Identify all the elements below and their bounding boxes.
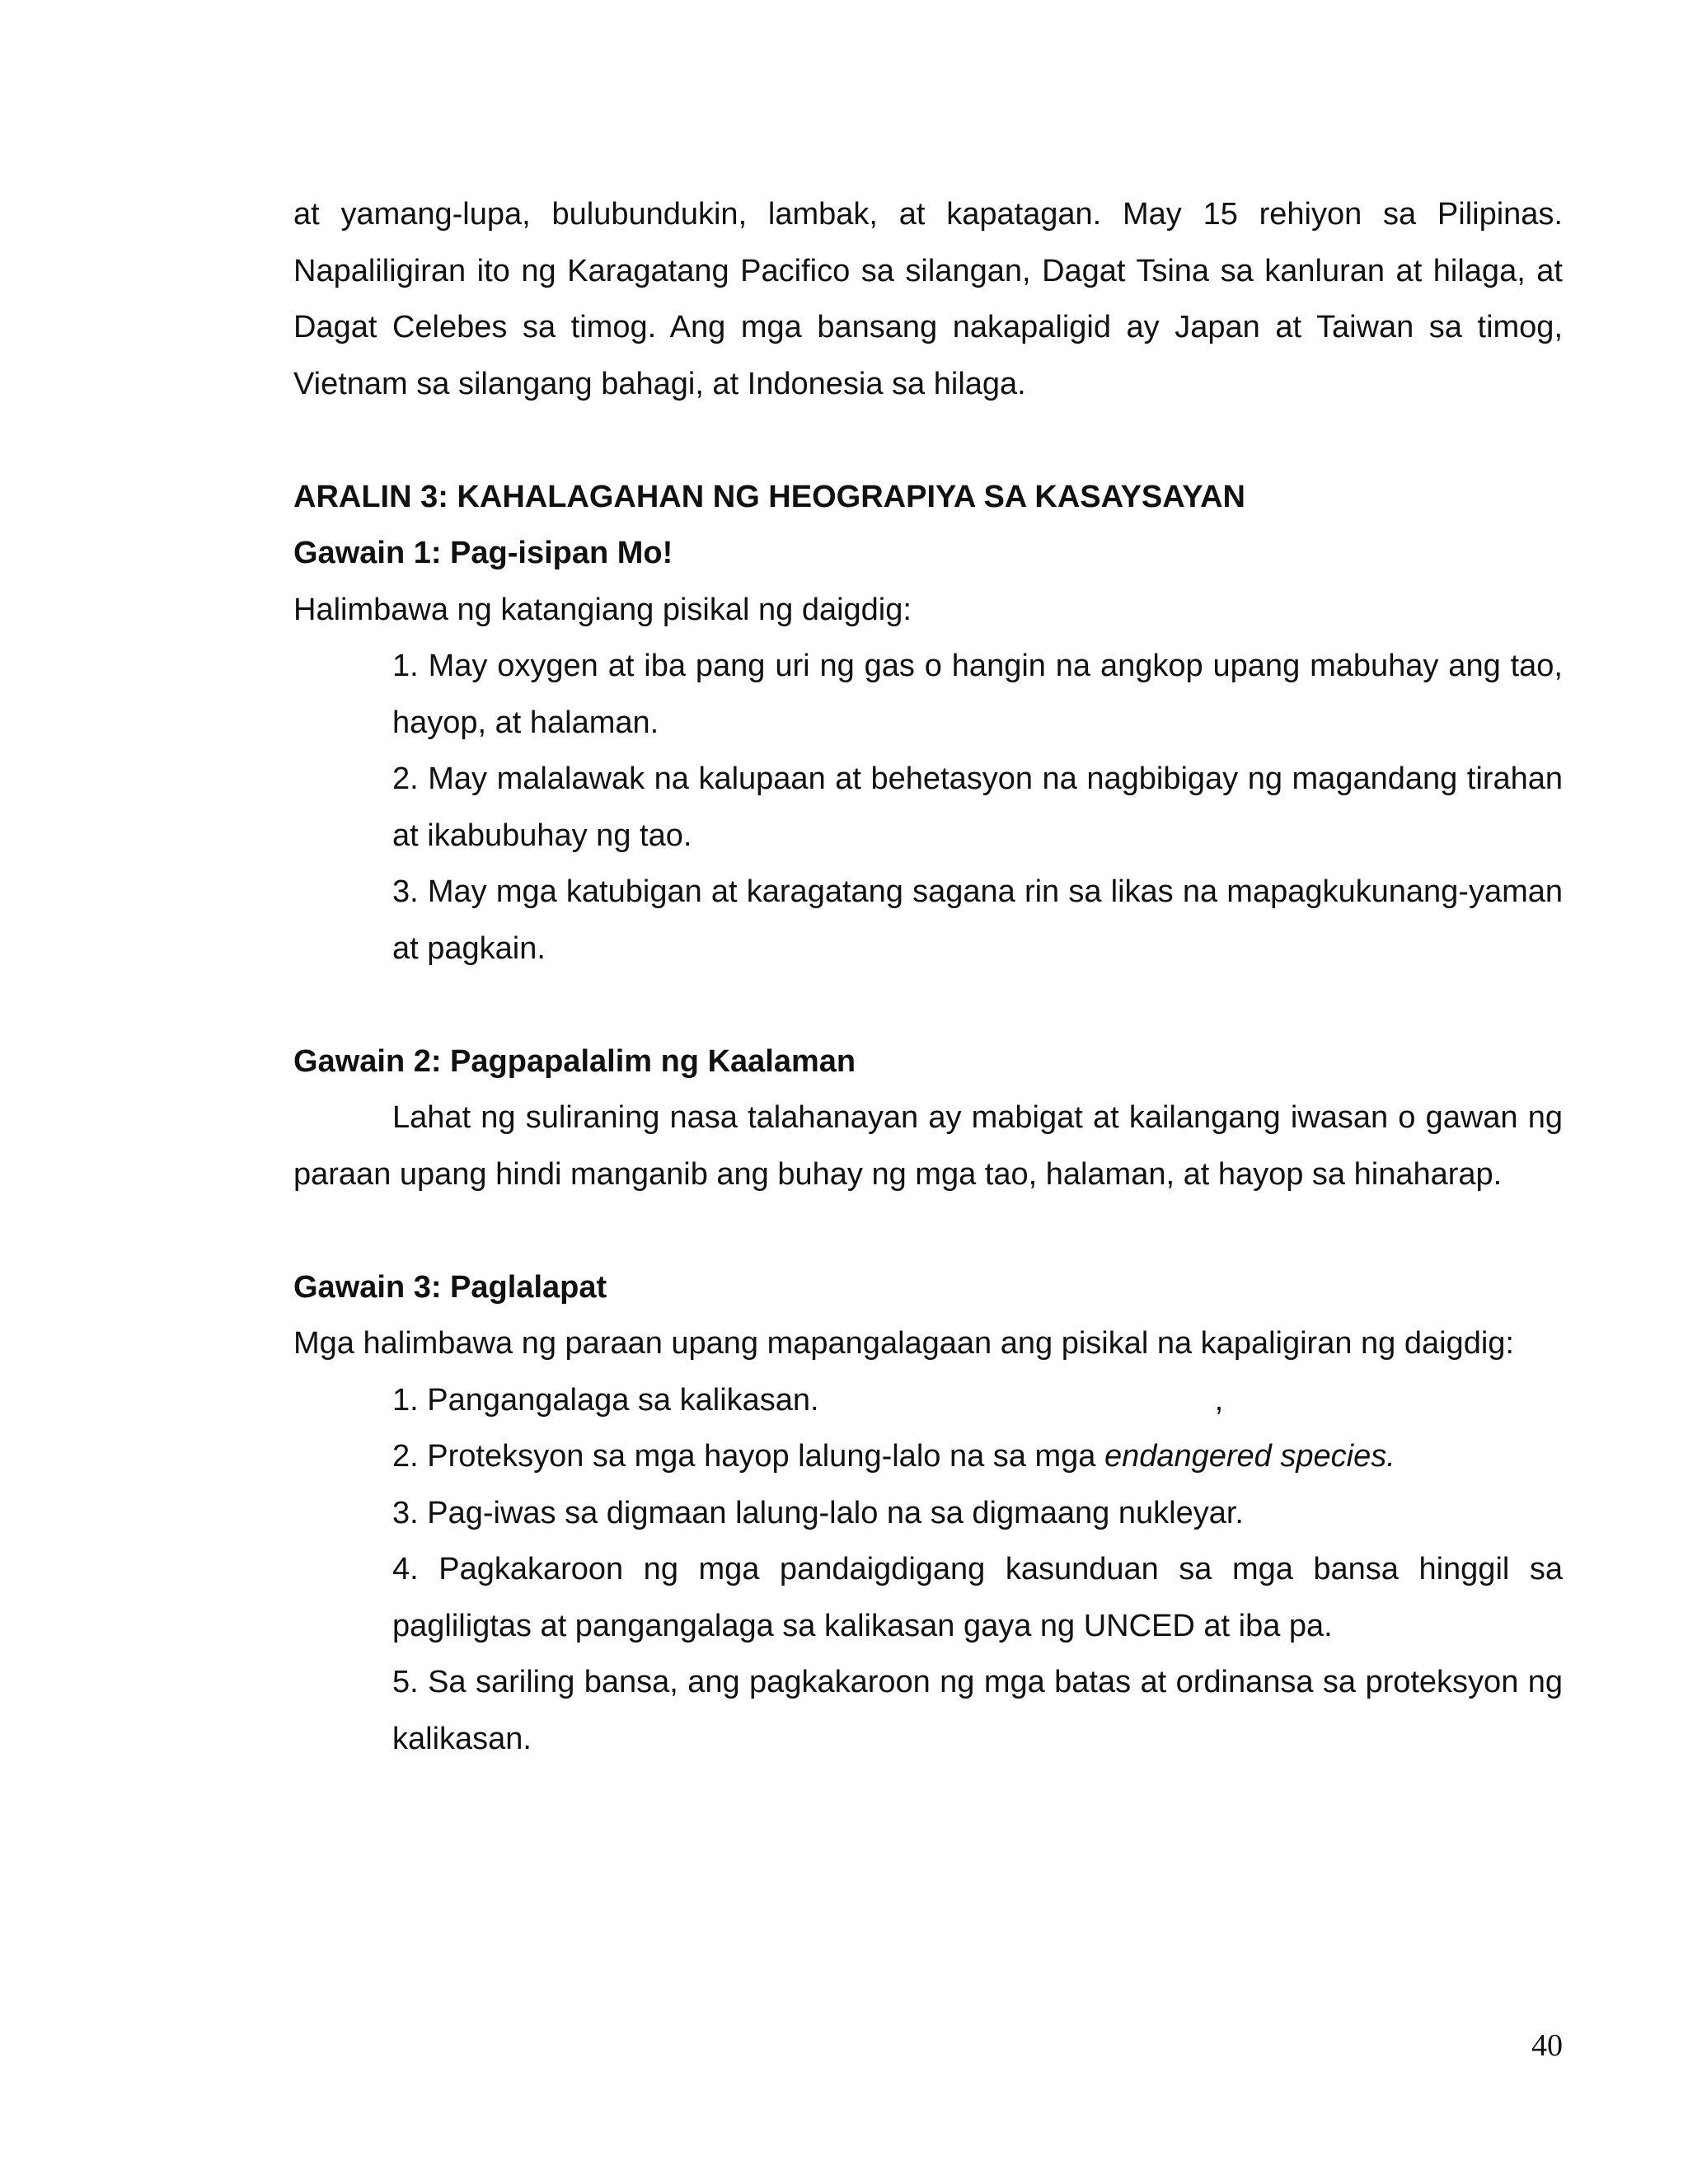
spacer [293,1202,1563,1259]
list-item-text: 2. Proteksyon sa mga hayop lalung-lalo na sa mga [392,1439,1104,1474]
list-item: 1. May oxygen at iba pang uri ng gas o hangin na angkop upang mabuhay ang tao, hayop, at halaman. [392,649,1563,740]
gawain1-title: Gawain 1: Pag-isipan Mo! [293,536,673,570]
spacer [293,977,1563,1033]
gawain3-list [293,1372,1563,1768]
list-item: 2. May malalawak na kalupaan at behetasyon na nagbibigay ng magandang tirahan at ikabubuhay ng tao. [392,762,1563,853]
page-content [293,186,1563,1767]
gawain3-title: Gawain 3: Paglalapat [293,1269,607,1305]
gawain1-intro: Halimbawa ng katangiang pisikal ng daigdig: [293,592,912,627]
list-item: 4. Pagkakaroon ng mga pandaigdigang kasunduan sa mga bansa hinggil sa pagliligtas at pangangalaga sa kalikasan gaya ng UNCED at iba pa. [392,1552,1563,1643]
gawain1-list [293,638,1563,977]
spacer [293,412,1563,469]
list-item: 3. May mga katubigan at karagatang sagana rin sa likas na mapagkukunang-yaman at pagkain. [392,874,1563,966]
lesson-title: ARALIN 3: KAHALAGAHAN NG HEOGRAPIYA SA KASAYSAYAN [293,479,1245,514]
intro-paragraph: at yamang-lupa, bulubundukin, lambak, at kapatagan. May 15 rehiyon sa Pilipinas. Napaliligiran ito ng Karagatang Pacifico sa silangan, Dagat Tsina sa kanluran at hilaga, at Dagat Celebes sa timog. Ang mga bansang nakapaligid ay Japan at Taiwan sa timog, Vietnam sa silangang bahagi, at Indonesia sa hilaga. [293,197,1563,401]
list-item: 3. Pag-iwas sa digmaan lalung-lalo na sa digmaang nukleyar. [392,1495,1244,1530]
list-item: 5. Sa sariling bansa, ang pagkakaroon ng mga batas at ordinansa sa proteksyon ng kalikasan. [392,1665,1563,1756]
list-item-italic-text: endangered species. [1104,1439,1395,1474]
gawain3-intro: Mga halimbawa ng paraan upang mapangalagaan ang pisikal na kapaligiran ng daigdig: [293,1326,1514,1361]
gawain2-title: Gawain 2: Pagpapalalim ng Kaalaman [293,1043,856,1079]
gawain2-paragraph: Lahat ng suliraning nasa talahanayan ay mabigat at kailangang iwasan o gawan ng paraan upang hindi manganib ang buhay ng mga tao, halaman, at hayop sa hinaharap. [293,1100,1563,1192]
list-item [392,1428,1563,1485]
list-item-text: 1. Pangangalaga sa kalikasan. [392,1382,819,1418]
page-number: 40 [1531,2028,1563,2063]
stray-mark: , [1214,1382,1224,1418]
list-item [392,1372,1563,1429]
